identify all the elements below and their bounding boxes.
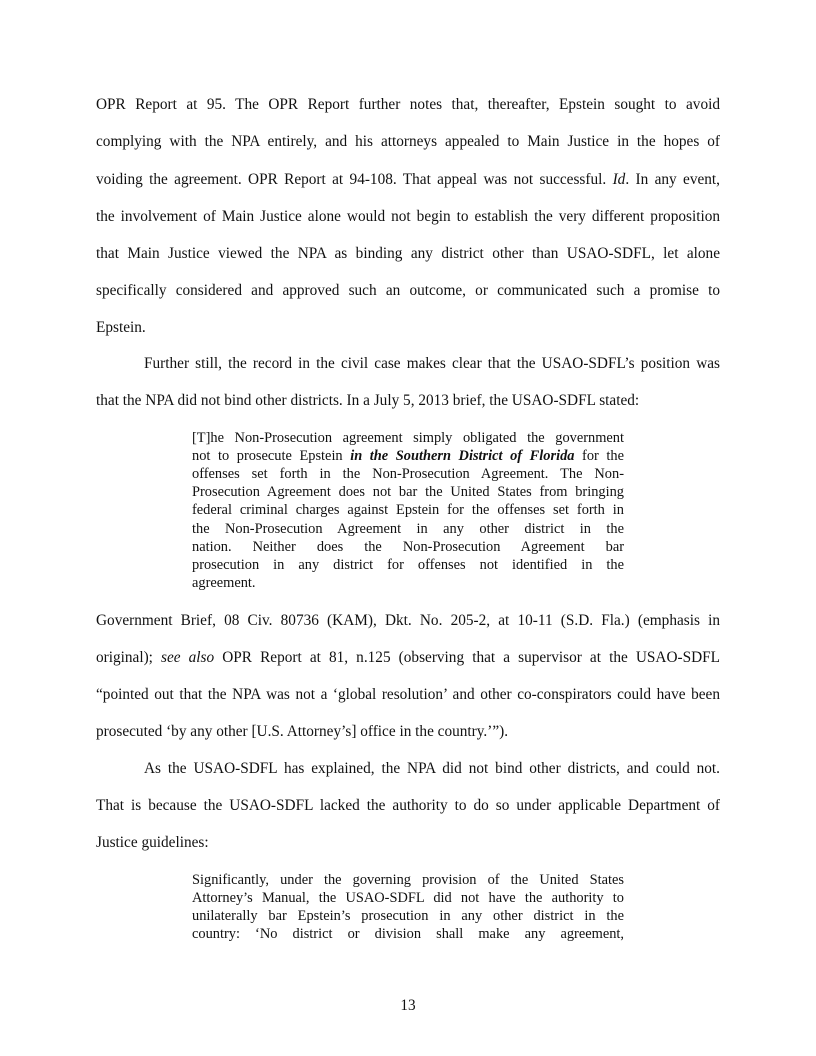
block-quote-line: Significantly, under the governing provision of the United States <box>192 872 624 888</box>
body-line: prosecuted ‘by any other [U.S. Attorney’s] office in the country.’”). <box>96 723 509 740</box>
block-quote-line: unilaterally bar Epstein’s prosecution in any other district in the <box>192 908 624 924</box>
body-line: “pointed out that the NPA was not a ‘global resolution’ and other co-conspirators could have been <box>96 686 720 703</box>
id-citation: Id <box>612 171 626 188</box>
body-line: complying with the NPA entirely, and his attorneys appealed to Main Justice in the hopes of <box>96 133 720 150</box>
block-quote-line: country: ‘No district or division shall make any agreement, <box>192 926 624 942</box>
quote-text: for the <box>574 448 624 464</box>
block-quote-line: federal criminal charges against Epstein for the offenses set forth in <box>192 502 624 518</box>
body-line: OPR Report at 95. The OPR Report further notes that, thereafter, Epstein sought to avoid <box>96 96 720 113</box>
body-line: Government Brief, 08 Civ. 80736 (KAM), Dkt. No. 205-2, at 10-11 (S.D. Fla.) (emphasis in <box>96 612 720 629</box>
block-quote-line: offenses set forth in the Non-Prosecution Agreement. The Non- <box>192 466 624 482</box>
quote-text: not to prosecute Epstein <box>192 448 351 464</box>
page-number: 13 <box>400 997 416 1014</box>
body-line: the involvement of Main Justice alone would not begin to establish the very different proposition <box>96 208 720 225</box>
block-quote-line: Prosecution Agreement does not bar the United States from bringing <box>192 484 624 500</box>
body-line: Epstein. <box>96 319 146 336</box>
block-quote-line: [T]he Non-Prosecution agreement simply obligated the government <box>192 430 624 446</box>
body-text: original); <box>96 649 162 666</box>
body-line <box>96 648 720 668</box>
body-line: specifically considered and approved such an outcome, or communicated such a promise to <box>96 282 720 299</box>
body-line: Further still, the record in the civil case makes clear that the USAO-SDFL’s position was <box>144 355 720 372</box>
block-quote-line: the Non-Prosecution Agreement in any other district in the <box>192 521 624 537</box>
body-text: . In any event, <box>625 171 720 188</box>
body-text: voiding the agreement. OPR Report at 94-108. That appeal was not successful. <box>96 171 613 188</box>
block-quote-line: Attorney’s Manual, the USAO-SDFL did not have the authority to <box>192 890 624 906</box>
block-quote-line: prosecution in any district for offenses not identified in the <box>192 557 624 573</box>
body-line: that Main Justice viewed the NPA as binding any district other than USAO-SDFL, let alone <box>96 245 720 262</box>
block-quote-line: agreement. <box>192 575 256 591</box>
body-line <box>96 170 720 190</box>
block-quote-line: nation. Neither does the Non-Prosecution Agreement bar <box>192 539 624 555</box>
body-line: That is because the USAO-SDFL lacked the authority to do so under applicable Department of <box>96 797 720 814</box>
see-also-signal: see also <box>161 649 215 666</box>
body-line: that the NPA did not bind other districts. In a July 5, 2013 brief, the USAO-SDFL stated: <box>96 392 640 409</box>
block-quote-line <box>192 447 624 465</box>
emphasis-text: in the Southern District of Florida <box>350 448 575 464</box>
body-line: Justice guidelines: <box>96 834 209 851</box>
body-text: OPR Report at 81, n.125 (observing that a supervisor at the USAO-SDFL <box>214 649 720 666</box>
body-line: As the USAO-SDFL has explained, the NPA did not bind other districts, and could not. <box>144 760 720 777</box>
